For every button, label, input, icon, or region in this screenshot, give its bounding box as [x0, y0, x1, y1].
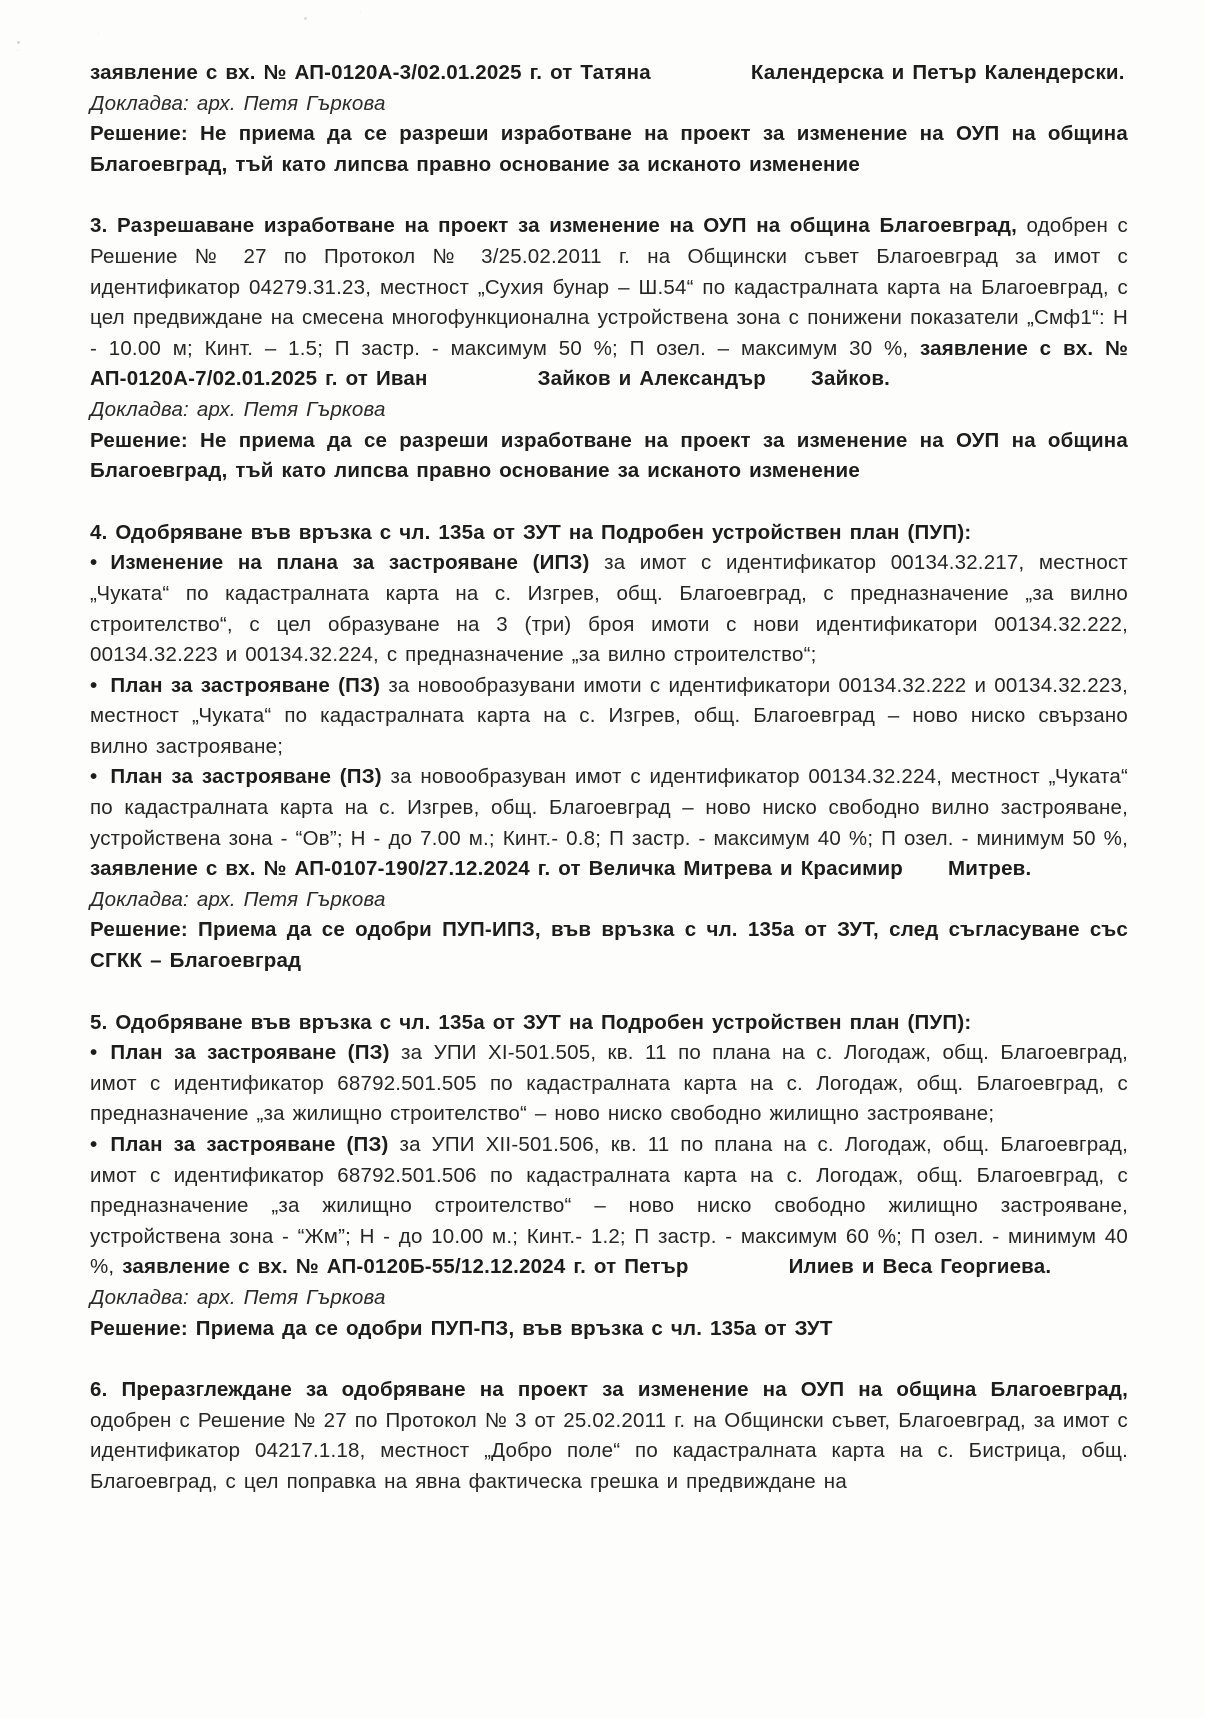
bullet-marker: • [90, 1133, 98, 1156]
agenda-item-5-heading [90, 1008, 1128, 1039]
agenda-item-6-paragraph [90, 1375, 1128, 1497]
scanned-document-page [90, 58, 1128, 1498]
text-run: заявление с вх. № АП-0120Б-55/12.12.2024 г. от Петър [122, 1255, 689, 1279]
text-run: за УПИ XI-501.505, кв. 11 по плана на с. Логодаж, общ. Благоевград, имот с идентификатор 68792.501.505 по кадастралната карта на с. Логодаж, общ. Благоевград, с предназначение „за жилищно строителство“ – ново ниско свободно жилищно застрояване; [90, 1041, 1128, 1126]
text-run: заявление с вх. № АП-0120А-3/02.01.2025 г. от Татяна [90, 61, 651, 84]
text-run: за новообразувани имоти с идентификатори 00134.32.222 и 00134.32.223, местност „Чуката“ по кадастралната карта на с. Изгрев, общ. Благоевград – ново ниско свързано вилно застрояване; [90, 673, 1128, 758]
bullet-marker: • [90, 1041, 98, 1065]
text-run: за УПИ XII-501.506, кв. 11 по плана на с. Логодаж, общ. Благоевград, имот с идентификатор 68792.501.506 по кадастралната карта на с. Логодаж, общ. Благоевград, с предназначение „за жилищно строителство“ – ново ниско свободно жилищно застрояване, устройствена зона - “Жм”; Н - до 10.00 м.; Кинт.- 1.2; П застр. - максимум 60 %; П озел. - минимум 40 %, [90, 1133, 1128, 1279]
paragraph-spacer [90, 1344, 1128, 1375]
rapporteur-line [90, 395, 1128, 426]
agenda-item-4-bullet-1 [90, 548, 1128, 670]
decision-paragraph [90, 426, 1128, 487]
agenda-item-5-bullet-1 [90, 1038, 1128, 1130]
paragraph-spacer [90, 487, 1128, 518]
text-run: Зайков и Александър [537, 367, 766, 391]
redacted-name-gap [689, 1252, 789, 1283]
agenda-item-4-bullet-3 [90, 762, 1128, 884]
rapporteur-line [90, 1283, 1128, 1314]
text-run: Митрев. [948, 857, 1032, 881]
text-run: за имот с идентификатор 00134.32.217, местност „Чуката“ по кадастралната карта на с. Изгрев, общ. Благоевград, с предназначение „за вилно строителство“, с цел образуване на 3 (три) броя имоти с нови идентификатори 00134.32.222, 00134.32.223 и 00134.32.224, с предназначение „за вилно строителство“; [90, 551, 1128, 667]
text-run: Решение: Не приема да се разреши изработване на проект за изменение на ОУП на община Благоевград, тъй като липсва правно основание за исканото изменение [90, 122, 1128, 176]
text-run: заявление с вх. № АП-0107-190/27.12.2024 г. от Величка Митрева и Красимир [90, 857, 904, 881]
text-run: Решение: Не приема да се разреши изработване на проект за изменение на ОУП на община Благоевград, тъй като липсва правно основание за исканото изменение [90, 428, 1128, 483]
text-run: одобрен с Решение № 27 по Протокол № 3 от 25.02.2011 г. на Общински съвет, Благоевград, за имот с идентификатор 04217.1.18, местност „Добро поле“ по кадастралната карта на с. Бистрица, общ. Благоевград, с цел поправка на явна фактическа грешка и предвиждане на [90, 1408, 1128, 1493]
text-run: 6. Преразглеждане за одобряване на проект за изменение на ОУП на община Благоевград, [90, 1378, 1128, 1402]
redacted-name-gap [651, 58, 751, 89]
text-run: Изменение на плана за застрояване (ИПЗ) [110, 551, 590, 575]
text-run: План за застрояване (ПЗ) [110, 1041, 390, 1065]
application-continuation-paragraph [90, 58, 1128, 89]
text-run: План за застрояване (ПЗ) [110, 673, 381, 697]
text-run: одобрен с Решение № 27 по Протокол № 3/25.02.2011 г. на Общински съвет Благоевград за имот с идентификатор 04279.31.23, местност „Сухия бунар – Ш.54“ по кадастралната карта на Благоевград, с цел предвиждане на смесена многофункционална устройствена зона с понижени показатели „Смф1“: Н - 10.00 м; Кинт. – 1.5; П застр. - максимум 50 %; П озел. – максимум 30 %, [90, 214, 1129, 360]
text-run: 5. Одобряване във връзка с чл. 135а от ЗУТ на Подробен устройствен план (ПУП): [90, 1010, 972, 1034]
redacted-name-gap [766, 364, 811, 395]
text-run: Докладва: арх. Петя Гъркова [90, 1285, 386, 1309]
rapporteur-line [90, 89, 1128, 120]
text-run: План за застрояване (ПЗ) [110, 1133, 389, 1156]
text-run: 3. Разрешаване изработване на проект за изменение на ОУП на община Благоевград, [90, 214, 1017, 238]
text-run: Зайков. [810, 367, 891, 391]
bullet-marker: • [90, 673, 98, 697]
scan-noise [0, 0, 1, 1]
bullet-marker: • [90, 551, 98, 575]
agenda-item-4-bullet-2 [90, 671, 1128, 763]
paragraph-spacer [90, 180, 1128, 211]
text-run: План за застрояване (ПЗ) [110, 765, 382, 789]
text-run: Докладва: арх. Петя Гъркова [90, 887, 386, 911]
agenda-item-5-bullet-2 [90, 1130, 1128, 1283]
text-run: Илиев и Веса Георгиева. [788, 1255, 1052, 1279]
decision-paragraph [90, 915, 1128, 976]
decision-paragraph [90, 119, 1128, 180]
redacted-name-gap [903, 854, 948, 885]
rapporteur-line [90, 885, 1128, 916]
agenda-item-3-paragraph [90, 211, 1128, 395]
text-run: Решение: Приема да се одобри ПУП-ПЗ, във връзка с чл. 135а от ЗУТ [90, 1316, 833, 1340]
decision-paragraph [90, 1314, 1128, 1345]
paragraph-spacer [90, 977, 1128, 1008]
text-run: Календерска и Петър Календерски. [750, 61, 1125, 84]
redacted-name-gap [428, 364, 538, 395]
text-run: Докладва: арх. Петя Гъркова [90, 91, 386, 115]
text-run: Докладва: арх. Петя Гъркова [90, 397, 386, 421]
text-run: заявление с вх. № АП-0120А-7/02.01.2025 г. от Иван [90, 336, 1129, 391]
agenda-item-4-heading [90, 518, 1128, 549]
text-run: за новообразуван имот с идентификатор 00134.32.224, местност „Чуката“ по кадастралната карта на с. Изгрев, общ. Благоевград – ново ниско свободно вилно застрояване, устройствена зона - “Ов”; Н - до 7.00 м.; Кинт.- 0.8; П застр. - максимум 40 %; П озел. - минимум 50 %, [90, 765, 1128, 850]
text-run: 4. Одобряване във връзка с чл. 135а от ЗУТ на Подробен устройствен план (ПУП): [90, 520, 972, 544]
bullet-marker: • [90, 765, 98, 789]
text-run: Решение: Приема да се одобри ПУП-ИПЗ, във връзка с чл. 135а от ЗУТ, след съгласуване със СГКК – Благоевград [90, 918, 1128, 973]
